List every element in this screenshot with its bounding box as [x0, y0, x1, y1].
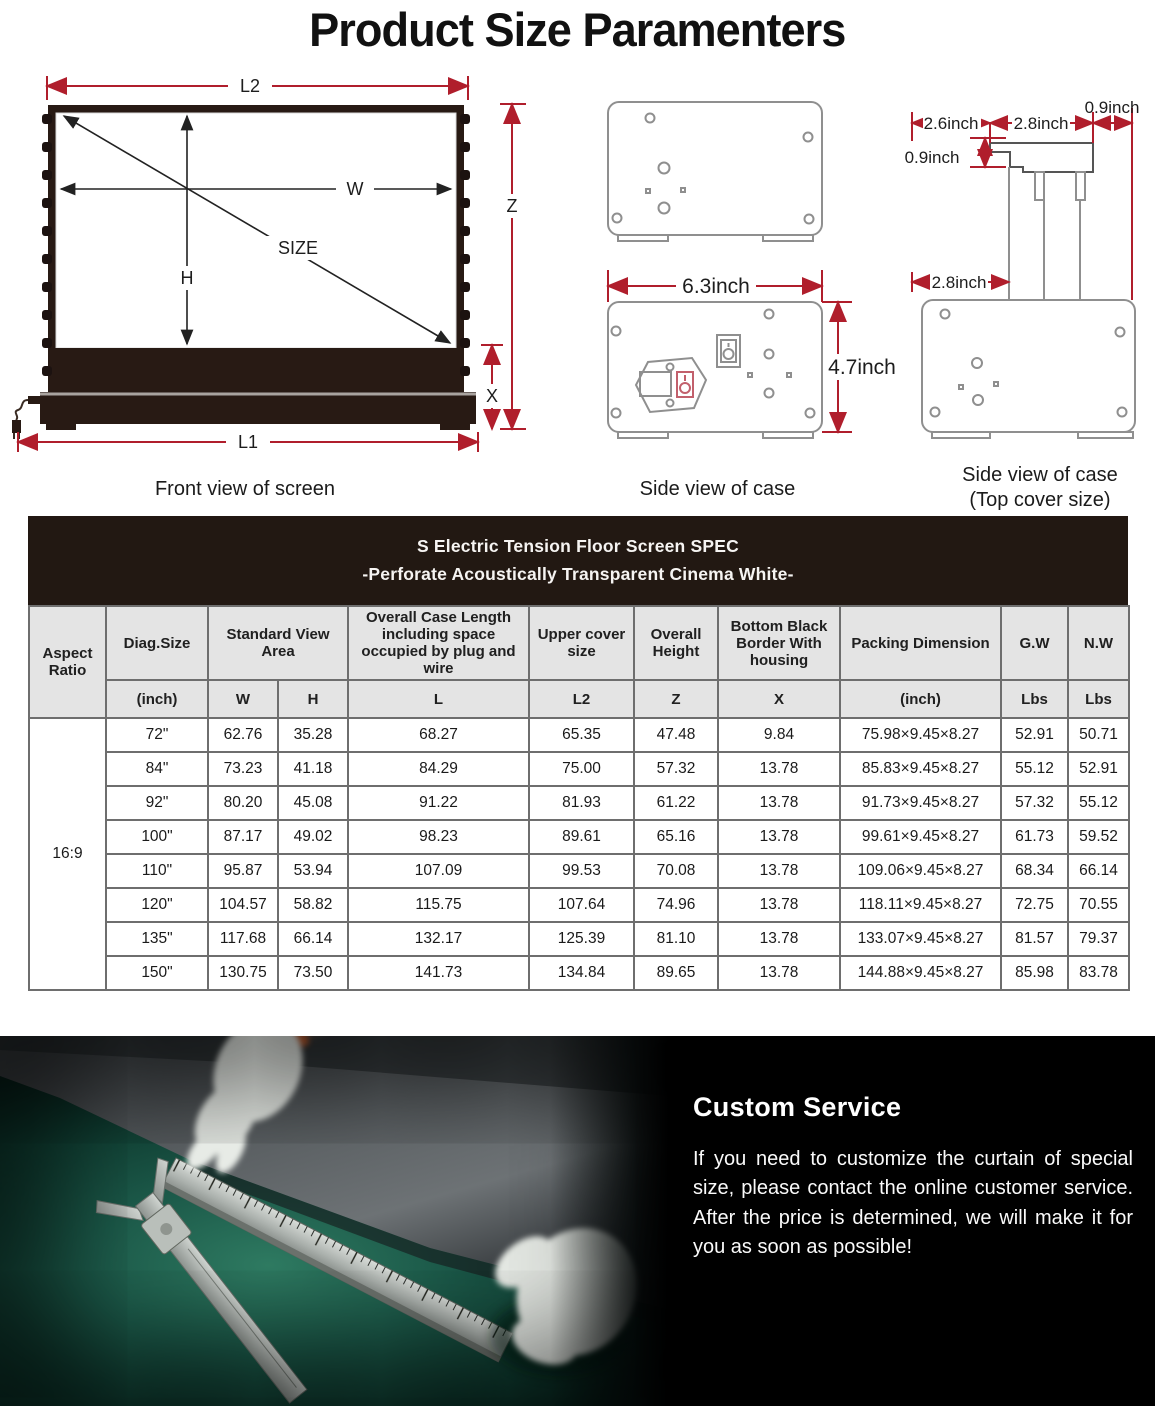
cell-x: 13.78	[718, 854, 840, 888]
cell-nw: 79.37	[1068, 922, 1129, 956]
subheader-gw-unit: Lbs	[1001, 680, 1068, 718]
dim-label-cover-width: 2.8inch	[1013, 114, 1069, 133]
cell-size: 150"	[106, 956, 208, 990]
header-bottom-black-border: Bottom Black Border With housing	[718, 606, 840, 680]
custom-service-heading: Custom Service	[693, 1092, 902, 1122]
cell-l2: 107.64	[529, 888, 634, 922]
subheader-l2: L2	[529, 680, 634, 718]
cell-gw: 57.32	[1001, 786, 1068, 820]
cell-l2: 89.61	[529, 820, 634, 854]
table-row	[29, 718, 1129, 752]
top-cover-caption: Side view of case (Top cover size)	[962, 464, 1118, 511]
subheader-nw-unit: Lbs	[1068, 680, 1129, 718]
cell-x: 13.78	[718, 752, 840, 786]
cell-l2: 99.53	[529, 854, 634, 888]
cell-l2: 134.84	[529, 956, 634, 990]
cell-w: 80.20	[208, 786, 278, 820]
photo-vignette	[0, 1036, 670, 1406]
cell-gw: 61.73	[1001, 820, 1068, 854]
table-row	[29, 752, 1129, 786]
cell-size: 92"	[106, 786, 208, 820]
header-standard-view-area: Standard View Area	[208, 606, 348, 680]
header-gw: G.W	[1001, 606, 1068, 680]
cell-x: 9.84	[718, 718, 840, 752]
subheader-h: H	[278, 680, 348, 718]
table-row	[29, 820, 1129, 854]
dim-label-z: Z	[506, 196, 518, 216]
cell-nw: 50.71	[1068, 718, 1129, 752]
subheader-diag-unit: (inch)	[106, 680, 208, 718]
header-aspect-ratio: Aspect Ratio	[29, 606, 106, 718]
dim-label-left-width: 2.6inch	[923, 114, 979, 133]
cell-packing: 91.73×9.45×8.27	[840, 786, 1001, 820]
cell-packing: 75.98×9.45×8.27	[840, 718, 1001, 752]
cell-x: 13.78	[718, 922, 840, 956]
cell-l2: 75.00	[529, 752, 634, 786]
cell-z: 89.65	[634, 956, 718, 990]
cell-nw: 83.78	[1068, 956, 1129, 990]
power-plug-icon	[12, 396, 40, 439]
cell-gw: 68.34	[1001, 854, 1068, 888]
spec-table-title: S Electric Tension Floor Screen SPEC -Perforate Acoustically Transparent Cinema White-	[28, 516, 1128, 605]
cell-packing: 118.11×9.45×8.27	[840, 888, 1001, 922]
page-title: Product Size Paramenters	[309, 3, 846, 56]
cell-packing: 133.07×9.45×8.27	[840, 922, 1001, 956]
case-bottom-box	[608, 302, 822, 438]
header-overall-height: Overall Height	[634, 606, 718, 680]
subheader-packing-unit: (inch)	[840, 680, 1001, 718]
cell-h: 41.18	[278, 752, 348, 786]
rocker-switch-icon	[717, 335, 740, 367]
cell-w: 117.68	[208, 922, 278, 956]
custom-service-body: If you need to customize the curtain of special size, please contact the online customer service. After the price is determined, we will make it for you as soon as possible!	[693, 1148, 1133, 1259]
dim-label-step-height: 0.9inch	[904, 148, 960, 167]
cell-l: 84.29	[348, 752, 529, 786]
measuring-photo	[0, 1036, 670, 1406]
cell-l2: 65.35	[529, 718, 634, 752]
cell-l2: 125.39	[529, 922, 634, 956]
cell-x: 13.78	[718, 786, 840, 820]
cell-l: 107.09	[348, 854, 529, 888]
front-view-caption: Front view of screen	[154, 478, 336, 500]
cell-nw: 59.52	[1068, 820, 1129, 854]
front-view-diagram	[0, 70, 540, 480]
cell-x: 13.78	[718, 820, 840, 854]
cell-packing: 99.61×9.45×8.27	[840, 820, 1001, 854]
cell-x: 13.78	[718, 888, 840, 922]
cell-z: 70.08	[634, 854, 718, 888]
cell-gw: 81.57	[1001, 922, 1068, 956]
cell-z: 74.96	[634, 888, 718, 922]
subheader-l: L	[348, 680, 529, 718]
top-cover-dimensions	[912, 108, 1132, 300]
cell-nw: 52.91	[1068, 752, 1129, 786]
side-view-caption: Side view of case	[639, 478, 796, 500]
cell-size: 84"	[106, 752, 208, 786]
side-view-case-diagram	[560, 90, 900, 460]
cell-h: 73.50	[278, 956, 348, 990]
cell-w: 130.75	[208, 956, 278, 990]
table-row	[29, 956, 1129, 990]
dim-label-4-7inch: 4.7inch	[828, 356, 896, 379]
top-cover-diagram	[880, 95, 1155, 460]
table-row	[29, 888, 1129, 922]
cell-z: 61.22	[634, 786, 718, 820]
cell-l2: 81.93	[529, 786, 634, 820]
cell-w: 73.23	[208, 752, 278, 786]
cell-packing: 85.83×9.45×8.27	[840, 752, 1001, 786]
dim-label-size: SIZE	[277, 238, 319, 258]
dim-label-6-3inch: 6.3inch	[682, 275, 750, 298]
subheader-w: W	[208, 680, 278, 718]
custom-service-panel	[693, 1036, 1133, 1406]
cell-l: 91.22	[348, 786, 529, 820]
power-inlet-icon	[636, 358, 706, 412]
top-cover-case-box	[922, 300, 1135, 438]
cell-l: 141.73	[348, 956, 529, 990]
cell-gw: 55.12	[1001, 752, 1068, 786]
cell-l: 68.27	[348, 718, 529, 752]
dim-label-h: H	[180, 268, 194, 288]
spec-table	[28, 605, 1130, 991]
cell-l: 98.23	[348, 820, 529, 854]
case-top-box	[608, 102, 822, 241]
cell-size: 110"	[106, 854, 208, 888]
cell-nw: 55.12	[1068, 786, 1129, 820]
cell-size: 135"	[106, 922, 208, 956]
cell-l: 132.17	[348, 922, 529, 956]
cell-h: 49.02	[278, 820, 348, 854]
cell-gw: 72.75	[1001, 888, 1068, 922]
cell-w: 62.76	[208, 718, 278, 752]
cell-gw: 85.98	[1001, 956, 1068, 990]
header-packing-dimension: Packing Dimension	[840, 606, 1001, 680]
cell-nw: 70.55	[1068, 888, 1129, 922]
cell-packing: 109.06×9.45×8.27	[840, 854, 1001, 888]
dim-label-overhang: 0.9inch	[1084, 98, 1140, 117]
dim-label-x: X	[485, 386, 499, 406]
header-diag-size: Diag.Size	[106, 606, 208, 680]
cell-h: 66.14	[278, 922, 348, 956]
cell-h: 53.94	[278, 854, 348, 888]
cell-h: 58.82	[278, 888, 348, 922]
dim-label-l2: L2	[239, 76, 261, 96]
cell-w: 95.87	[208, 854, 278, 888]
bottom-strip	[0, 1036, 1155, 1406]
cell-nw: 66.14	[1068, 854, 1129, 888]
subheader-x: X	[718, 680, 840, 718]
subheader-z: Z	[634, 680, 718, 718]
cell-gw: 52.91	[1001, 718, 1068, 752]
screen-graphic	[12, 105, 476, 439]
cell-w: 87.17	[208, 820, 278, 854]
cell-w: 104.57	[208, 888, 278, 922]
table-row	[29, 922, 1129, 956]
cell-z: 47.48	[634, 718, 718, 752]
cell-h: 35.28	[278, 718, 348, 752]
cell-size: 120"	[106, 888, 208, 922]
cell-packing: 144.88×9.45×8.27	[840, 956, 1001, 990]
table-row	[29, 854, 1129, 888]
header-overall-case-length: Overall Case Length including space occupied by plug and wire	[348, 606, 529, 680]
cell-size: 72"	[106, 718, 208, 752]
dim-label-w: W	[346, 179, 364, 199]
spec-table-section	[28, 516, 1128, 991]
spec-table-body	[29, 718, 1129, 990]
table-row	[29, 786, 1129, 820]
cell-z: 65.16	[634, 820, 718, 854]
cell-h: 45.08	[278, 786, 348, 820]
cell-size: 100"	[106, 820, 208, 854]
cell-z: 81.10	[634, 922, 718, 956]
header-upper-cover-size: Upper cover size	[529, 606, 634, 680]
header-nw: N.W	[1068, 606, 1129, 680]
cell-z: 57.32	[634, 752, 718, 786]
cell-x: 13.78	[718, 956, 840, 990]
aspect-ratio-value-cell: 16:9	[29, 718, 106, 990]
cell-l: 115.75	[348, 888, 529, 922]
dim-label-l1: L1	[237, 432, 259, 452]
dim-label-pole-offset: 2.8inch	[931, 273, 987, 292]
